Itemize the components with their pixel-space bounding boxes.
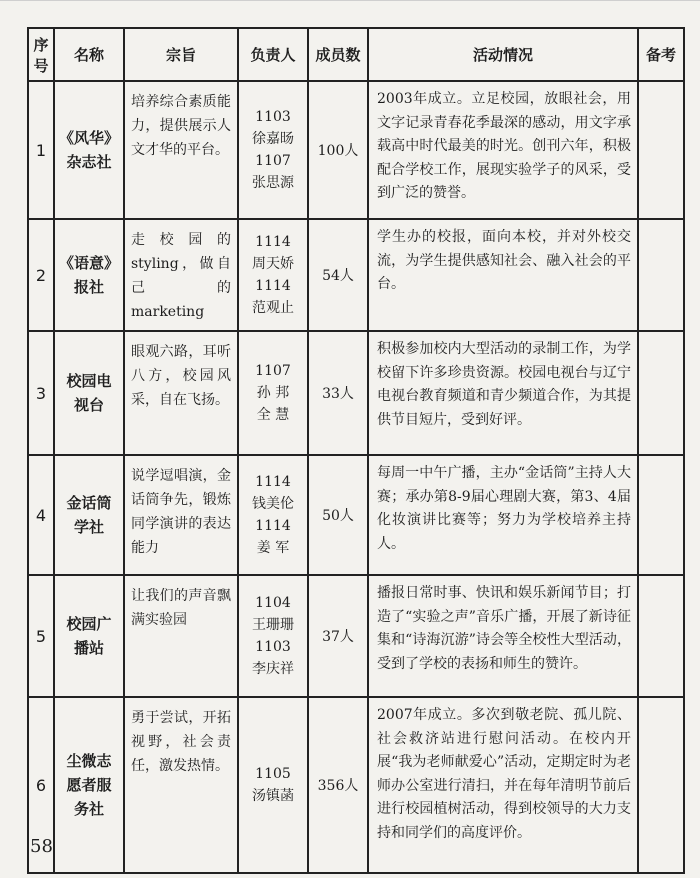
row-index: 1 [28,81,54,219]
row-index: 3 [28,331,54,455]
leader-line: 1114 [255,234,291,250]
table-row [28,81,684,219]
row-index: 4 [28,455,54,575]
page-number: 58 [30,836,53,857]
leader-line: 姜 军 [256,540,290,556]
leader-line: 1114 [255,474,291,490]
club-name [54,81,124,219]
leader-line: 1114 [255,518,291,534]
header-index-line: 号 [33,56,49,75]
header-name: 名称 [54,28,124,81]
club-name-line: 报社 [73,278,104,296]
leader-line: 1104 [255,595,291,611]
club-purpose: 走校园的styling，做自己的marketing [124,219,238,331]
club-notes [638,455,684,575]
member-count: 37人 [308,575,368,697]
header-members: 成员数 [308,28,368,81]
club-leaders [238,455,308,575]
leader-line: 1103 [255,109,291,125]
leader-line: 范观止 [252,300,294,316]
member-count: 50人 [308,455,368,575]
member-count: 356人 [308,697,368,873]
club-leaders [238,331,308,455]
club-activity: 学生办的校报，面向本校，并对外校交流，为学生提供感知社会、融入社会的平台。 [368,219,638,331]
club-purpose: 让我们的声音飘满实验园 [124,575,238,697]
club-leaders [238,219,308,331]
leader-line: 1107 [255,153,291,169]
leader-line: 1103 [255,639,291,655]
club-activity: 播报日常时事、快讯和娱乐新闻节目；打造了“实验之声”音乐广播，开展了新诗征集和“诗海沉游”诗会等全校性大型活动，受到了学校的表扬和师生的赞许。 [368,575,638,697]
club-leaders [238,81,308,219]
club-name [54,219,124,331]
club-name-line: 播站 [73,639,104,657]
table-row [28,455,684,575]
club-notes [638,81,684,219]
club-name [54,331,124,455]
club-name-line: 校园电 [66,372,112,390]
club-name [54,697,124,873]
club-notes [638,331,684,455]
leader-line: 钱美伦 [252,496,294,512]
leader-line: 徐嘉旸 [252,131,294,147]
club-activity: 积极参加校内大型活动的录制工作，为学校留下许多珍贵资源。校园电视台与辽宁电视台教育频道和青少频道合作，为其提供节目短片，受到好评。 [368,331,638,455]
club-leaders [238,575,308,697]
club-name-line: 愿者服 [66,776,112,794]
club-purpose: 说学逗唱演，金话筒争先，锻炼同学演讲的表达能力 [124,455,238,575]
page-top-border [0,0,700,1]
leader-line: 1107 [255,363,291,379]
table-row [28,697,684,873]
leader-line: 孙 邦 [256,385,290,401]
club-notes [638,697,684,873]
student-clubs-table [27,27,685,874]
leader-line: 李庆祥 [252,661,294,677]
header-notes: 备考 [638,28,684,81]
leader-line: 汤镇菡 [252,788,294,804]
club-name-line: 《语意》 [59,254,120,272]
header-leader: 负责人 [238,28,308,81]
header-index-line: 序 [33,35,49,54]
leader-line: 1105 [255,766,291,782]
club-name-line: 《风华》 [59,129,120,147]
leader-line: 全 慧 [256,407,290,423]
club-notes [638,575,684,697]
club-name-line: 尘微志 [66,752,112,770]
leader-line: 周天娇 [252,256,294,272]
table-header-row [28,28,684,81]
club-name [54,455,124,575]
club-name-line: 杂志社 [66,153,112,171]
leader-line: 1114 [255,278,291,294]
club-activity: 2007年成立。多次到敬老院、孤儿院、社会救济站进行慰问活动。在校内开展“我为老师献爱心”活动，定期定时为老师办公室进行清扫，并在每年清明节前后进行校园植树活动，得到校领导的大力支持和同学们的高度评价。 [368,697,638,873]
header-index [28,28,54,81]
club-leaders [238,697,308,873]
club-purpose: 培养综合素质能力，提供展示人文才华的平台。 [124,81,238,219]
table-row [28,219,684,331]
leader-line: 张思源 [252,175,294,191]
table-row [28,575,684,697]
member-count: 33人 [308,331,368,455]
row-index: 6 [28,697,54,873]
club-name-line: 校园广 [66,615,112,633]
header-purpose: 宗旨 [124,28,238,81]
row-index: 2 [28,219,54,331]
leader-line: 王珊珊 [252,617,294,633]
club-activity: 2003年成立。立足校园，放眼社会，用文字记录青春花季最深的感动，用文字承载高中时代最美的时光。创刊六年，积极配合学校工作，展现实验学子的风采，受到广泛的赞誉。 [368,81,638,219]
club-name [54,575,124,697]
member-count: 54人 [308,219,368,331]
club-name-line: 务社 [73,800,104,818]
header-activity: 活动情况 [368,28,638,81]
club-notes [638,219,684,331]
club-activity: 每周一中午广播，主办“金话筒”主持人大赛；承办第8-9届心理剧大赛，第3、4届化妆演讲比赛等；努力为学校培养主持人。 [368,455,638,575]
club-name-line: 视台 [73,396,104,414]
club-name-line: 金话筒 [66,494,112,512]
table-row [28,331,684,455]
club-purpose: 勇于尝试，开拓视野，社会责任，激发热情。 [124,697,238,873]
member-count: 100人 [308,81,368,219]
club-name-line: 学社 [73,518,104,536]
club-purpose: 眼观六路，耳听八方，校园风采，自在飞扬。 [124,331,238,455]
row-index: 5 [28,575,54,697]
